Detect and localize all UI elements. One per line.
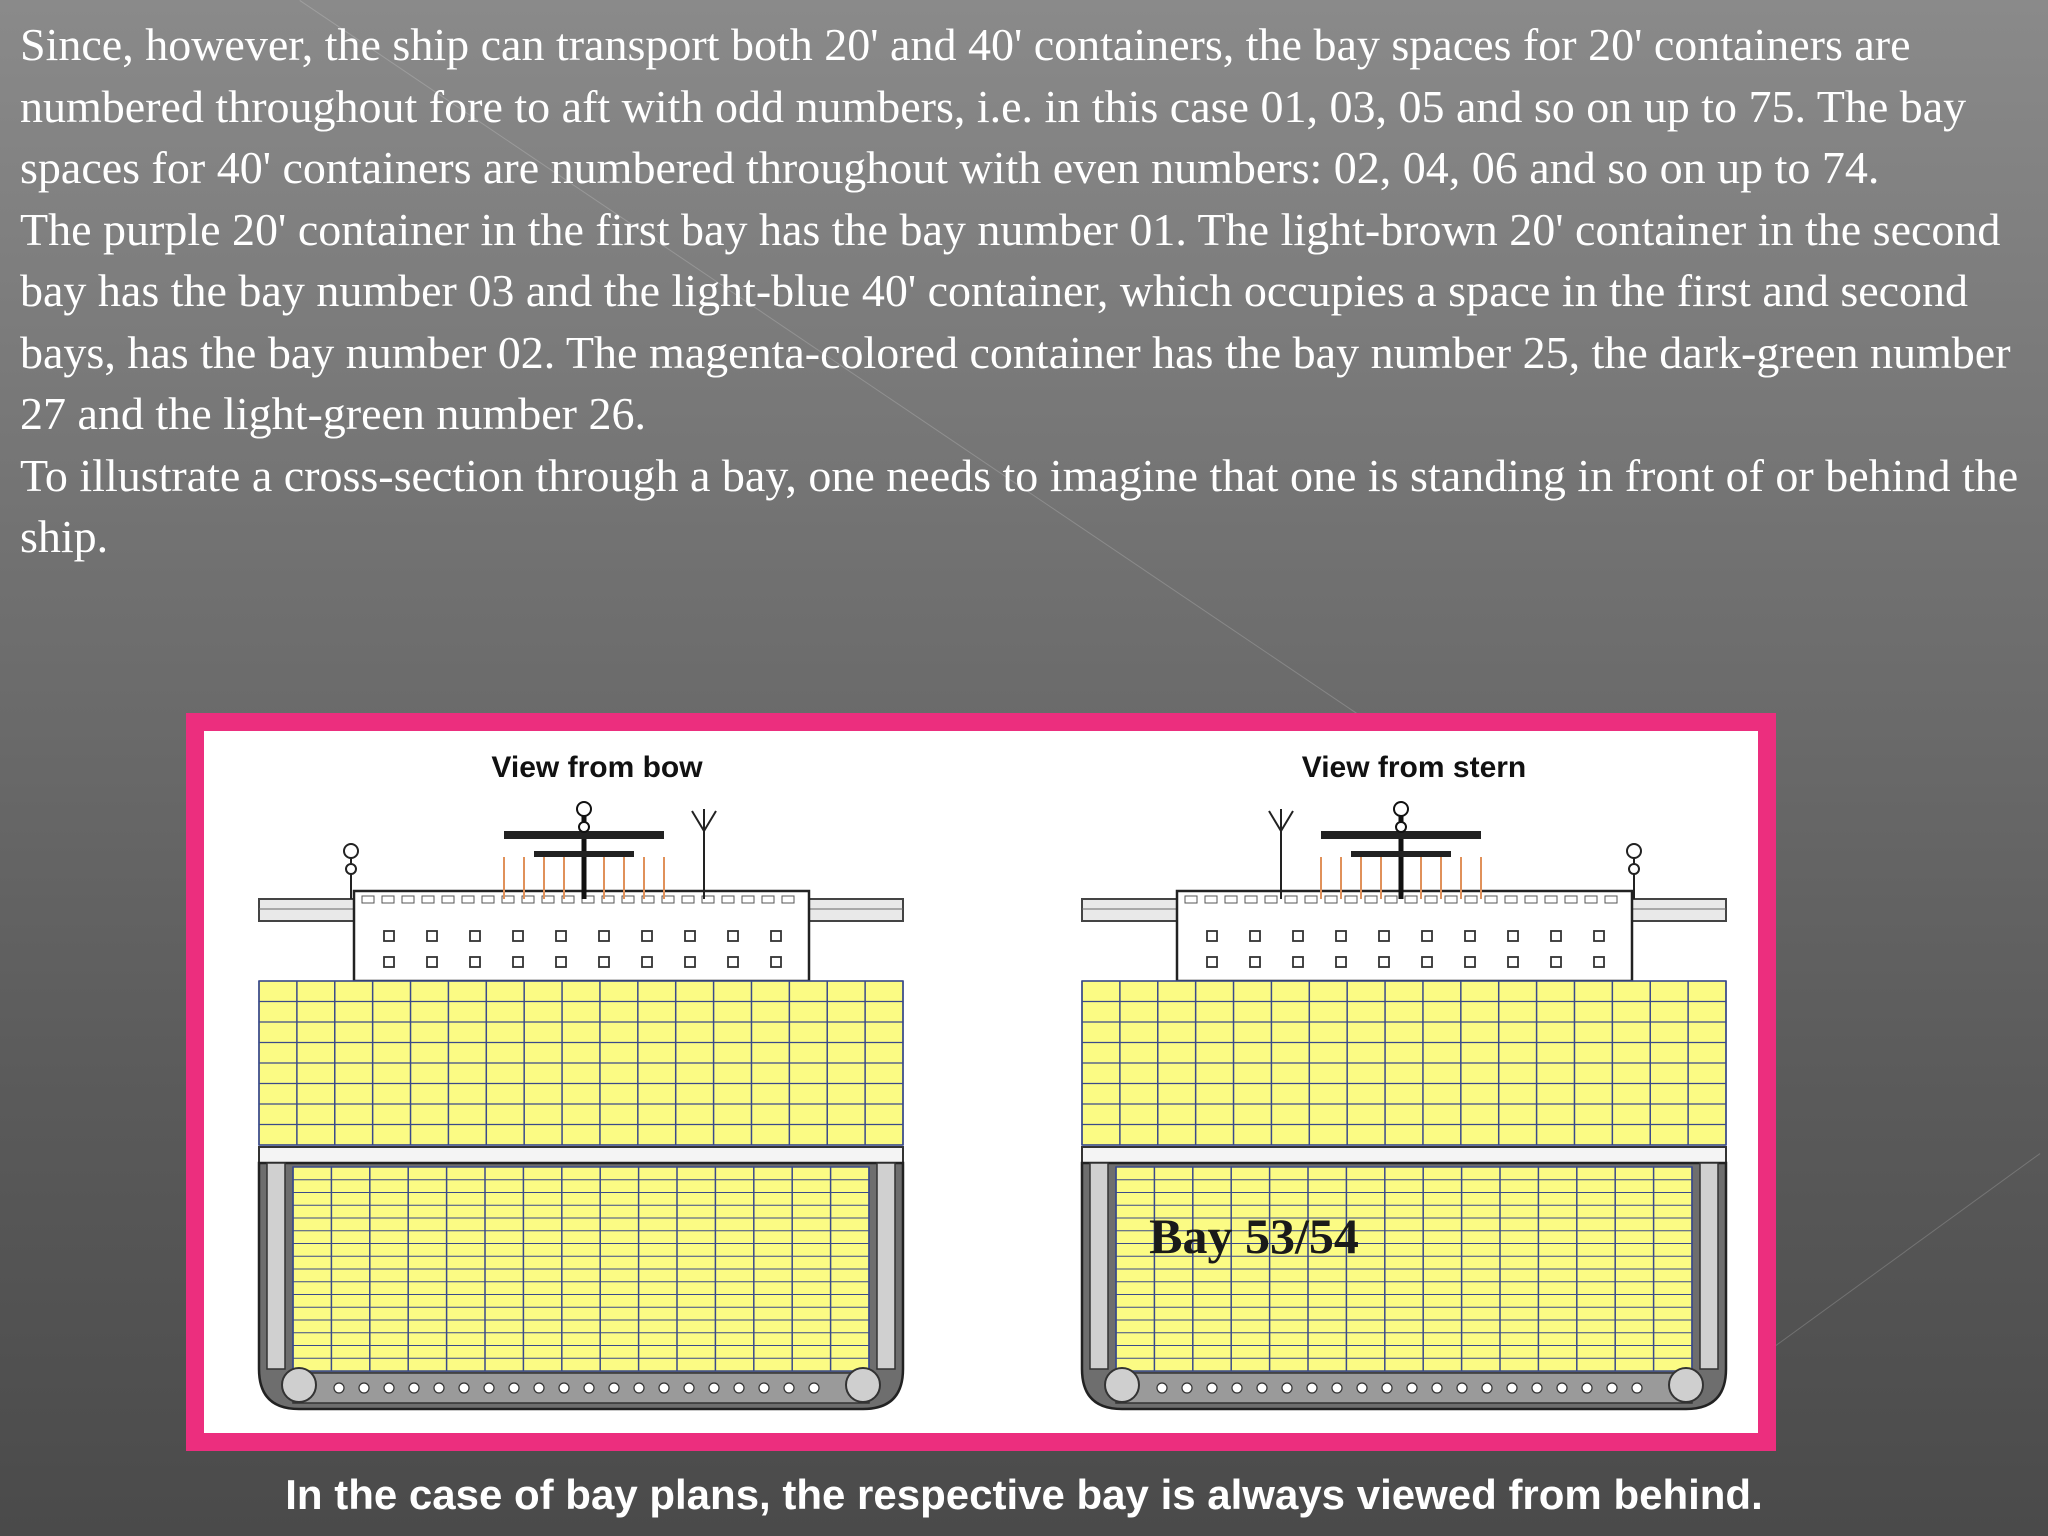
paragraph-cross-section: To illustrate a cross-section through a bay, one needs to imagine that one is standing in front of or behind the ship.: [20, 449, 2019, 562]
double-bottom: [293, 1373, 869, 1403]
radar-dome: [1394, 802, 1408, 816]
bridge-block: [354, 891, 809, 981]
radar-platform: [1351, 851, 1451, 857]
side-tank: [877, 1163, 895, 1369]
lightening-hole: [634, 1383, 644, 1393]
lightening-hole: [1357, 1383, 1367, 1393]
ship-bow-view: [259, 802, 903, 1409]
paragraph-bay-examples: The purple 20' container in the first bay has the bay number 01. The light-brown 20' container in the second bay has the bay number 03 and the light-blue 40' container, which occupies a space in the first and second bays, has the bay number 02. The magenta-colored container has the bay number 25, the dark-green number 27 and the light-green number 26.: [20, 203, 2011, 439]
hatch-cover: [1082, 1147, 1726, 1163]
figure-frame: [186, 713, 1776, 1451]
lightening-hole: [709, 1383, 719, 1393]
radar-dome: [1396, 822, 1406, 832]
figure-canvas: [204, 731, 1758, 1433]
bay-label: Bay 53/54: [1149, 1208, 1359, 1264]
lightening-hole: [1457, 1383, 1467, 1393]
lightening-hole: [459, 1383, 469, 1393]
lightening-hole: [1532, 1383, 1542, 1393]
lightening-hole: [759, 1383, 769, 1393]
antenna: [1269, 811, 1281, 831]
lightening-hole: [784, 1383, 794, 1393]
side-tank: [267, 1163, 285, 1369]
lightening-hole: [359, 1383, 369, 1393]
paragraph-numbering-scheme: Since, however, the ship can transport both 20' and 40' containers, the bay spaces for 20' containers are numbered throughout fore to aft with odd numbers, i.e. in this case 01, 03, 05 and so on up to 75. The bay spaces for 40' containers are numbered throughout with even numbers: 02, 04, 06 and so on up to 74.: [20, 19, 1967, 193]
lightening-hole: [659, 1383, 669, 1393]
lightening-hole: [484, 1383, 494, 1393]
mast-light: [344, 844, 358, 858]
mast-light: [346, 864, 356, 874]
side-tank: [1700, 1163, 1718, 1369]
lightening-hole: [1182, 1383, 1192, 1393]
figure-caption: In the case of bay plans, the respective bay is always viewed from behind.: [285, 1471, 1763, 1518]
lightening-hole: [1157, 1383, 1167, 1393]
lightening-hole: [1332, 1383, 1342, 1393]
lightening-hole: [1407, 1383, 1417, 1393]
radar-platform: [534, 851, 634, 857]
bilge-keel: [846, 1368, 880, 1402]
hatch-cover: [259, 1147, 903, 1163]
lightening-hole: [1557, 1383, 1567, 1393]
view-from-bow-title: View from bow: [491, 751, 703, 784]
lightening-hole: [809, 1383, 819, 1393]
lightening-hole: [609, 1383, 619, 1393]
lightening-hole: [334, 1383, 344, 1393]
lightening-hole: [409, 1383, 419, 1393]
bilge-keel: [282, 1368, 316, 1402]
lightening-hole: [534, 1383, 544, 1393]
bilge-keel: [1105, 1368, 1139, 1402]
lightening-hole: [1632, 1383, 1642, 1393]
lightening-hole: [509, 1383, 519, 1393]
lightening-hole: [1582, 1383, 1592, 1393]
lightening-hole: [559, 1383, 569, 1393]
lightening-hole: [734, 1383, 744, 1393]
lightening-hole: [1432, 1383, 1442, 1393]
lightening-hole: [684, 1383, 694, 1393]
lightening-hole: [384, 1383, 394, 1393]
bridge-block: [1177, 891, 1632, 981]
lightening-hole: [1382, 1383, 1392, 1393]
lightening-hole: [584, 1383, 594, 1393]
radar-dome: [577, 802, 591, 816]
lightening-hole: [1232, 1383, 1242, 1393]
bilge-keel: [1669, 1368, 1703, 1402]
view-from-stern-title: View from stern: [1301, 751, 1527, 784]
lightening-hole: [1607, 1383, 1617, 1393]
side-tank: [1090, 1163, 1108, 1369]
lightening-hole: [1482, 1383, 1492, 1393]
radar-dome: [579, 822, 589, 832]
double-bottom: [1116, 1373, 1692, 1403]
lightening-hole: [1257, 1383, 1267, 1393]
ship-stern-view: [1082, 802, 1726, 1409]
mast-light: [1629, 864, 1639, 874]
lightening-hole: [1307, 1383, 1317, 1393]
antenna: [692, 811, 704, 831]
antenna: [1281, 811, 1293, 831]
body-text: [20, 14, 2030, 568]
lightening-hole: [434, 1383, 444, 1393]
lightening-hole: [1282, 1383, 1292, 1393]
antenna: [704, 811, 716, 831]
lightening-hole: [1507, 1383, 1517, 1393]
bay-cross-section-figure: [204, 731, 1758, 1433]
lightening-hole: [1207, 1383, 1217, 1393]
mast-light: [1627, 844, 1641, 858]
